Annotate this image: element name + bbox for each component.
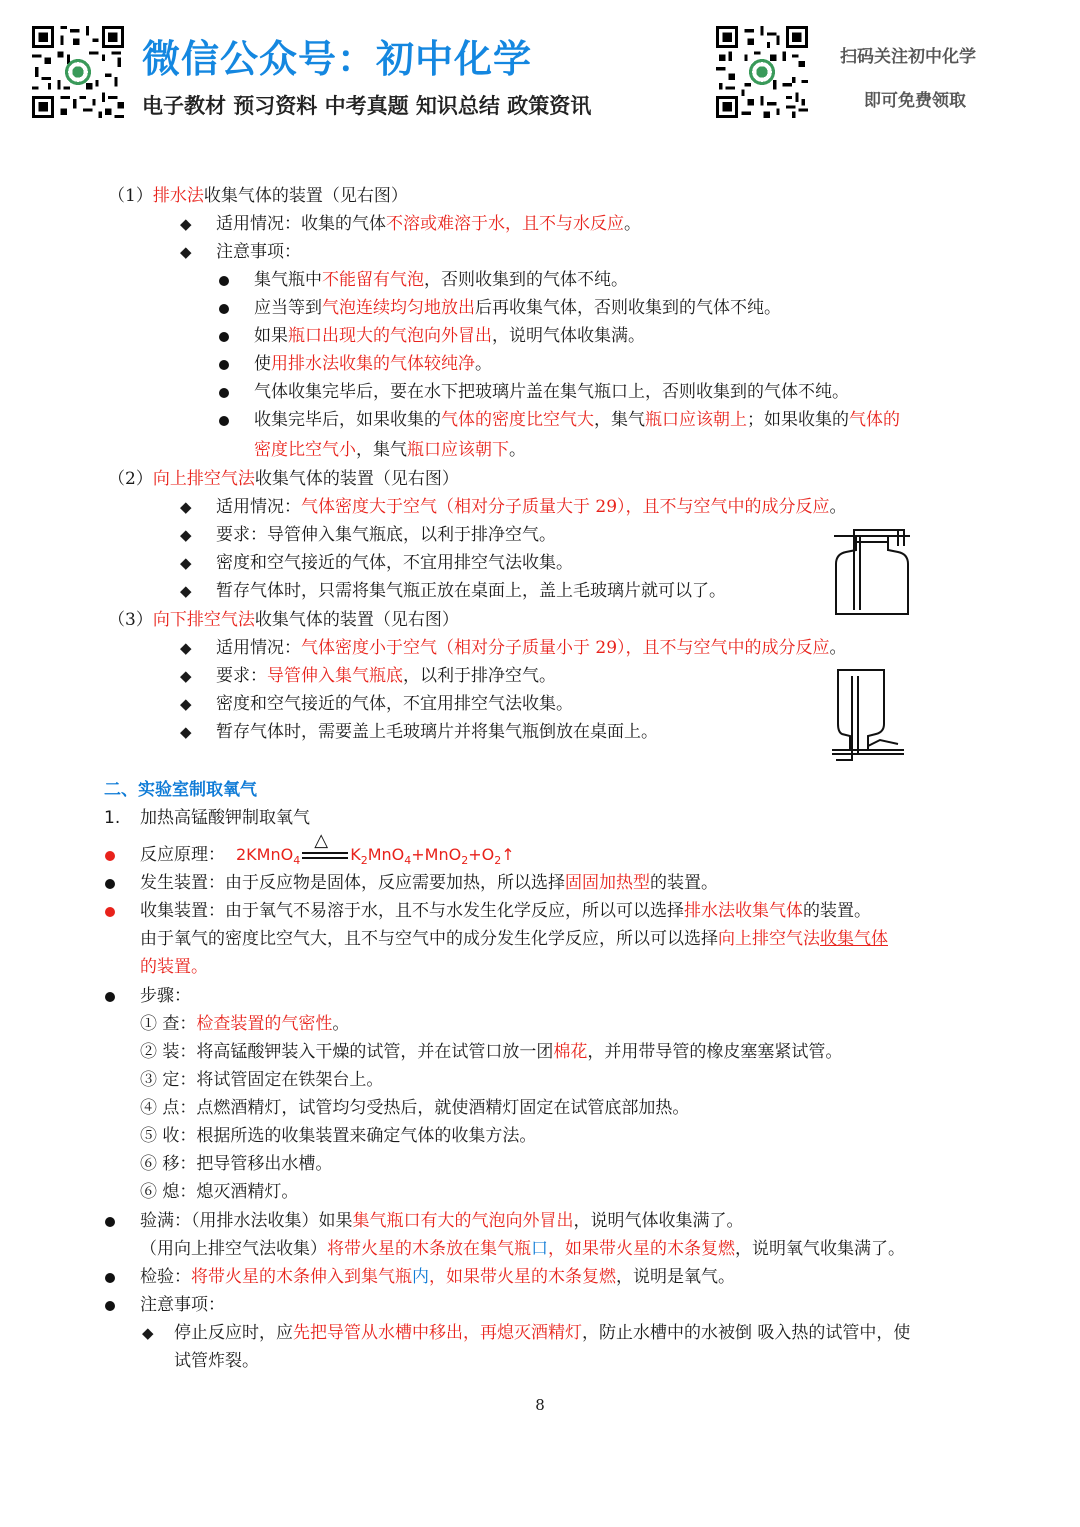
test-a: 检验： bbox=[140, 1267, 191, 1287]
n2-a: 应当等到 bbox=[254, 298, 322, 318]
prod-a: K bbox=[350, 845, 361, 864]
diamond-bullet-icon: ◆ bbox=[180, 723, 192, 741]
part1-note-6-cont bbox=[254, 436, 526, 464]
header-free-text: 即可免费领取 bbox=[864, 91, 966, 111]
round-bullet-icon bbox=[219, 416, 229, 426]
principle-label: 反应原理： bbox=[140, 845, 225, 865]
part3-heading bbox=[108, 606, 459, 634]
diamond-bullet-icon: ◆ bbox=[142, 1324, 154, 1342]
part1-num: （1） bbox=[108, 186, 153, 206]
prod-d: +O bbox=[468, 845, 495, 864]
step-2-b: 棉花 bbox=[553, 1042, 588, 1062]
step-1-a: 查： bbox=[157, 1014, 197, 1034]
n6-e: ；如果收集的 bbox=[747, 410, 849, 430]
heat-triangle-icon: △ bbox=[314, 829, 329, 851]
part2-title-rest: 收集气体的装置（见右图） bbox=[254, 469, 459, 489]
diamond-bullet-icon: ◆ bbox=[180, 215, 192, 233]
diamond-bullet-icon: ◆ bbox=[180, 243, 192, 261]
diamond-bullet-icon: ◆ bbox=[180, 554, 192, 572]
n6-f: 气体的 bbox=[849, 410, 900, 430]
part1-note-1 bbox=[254, 266, 628, 294]
col2-c: 收集气体 bbox=[820, 929, 888, 949]
round-bullet-icon bbox=[105, 1273, 115, 1283]
step-3-num: ③ bbox=[140, 1070, 157, 1090]
full-c: ，说明气体收集满了。 bbox=[573, 1211, 744, 1231]
gen-b: 固固加热型 bbox=[565, 873, 650, 893]
collector-line-2 bbox=[140, 925, 888, 953]
round-bullet-icon bbox=[105, 1217, 115, 1227]
part3-title-red: 向下排空气法 bbox=[152, 610, 255, 630]
prod-c-sub: 2 bbox=[461, 854, 469, 868]
diamond-bullet-icon: ◆ bbox=[180, 639, 192, 657]
n6-j: 。 bbox=[509, 440, 526, 460]
full2-e: ，说明氧气收集满了。 bbox=[735, 1239, 905, 1259]
step-7-num: ⑥ bbox=[140, 1182, 157, 1202]
n4-c: 。 bbox=[475, 354, 492, 374]
test-b: 将带火星的木条伸入到集气瓶 bbox=[191, 1267, 412, 1287]
diamond-bullet-icon: ◆ bbox=[180, 667, 192, 685]
part2-num: （2） bbox=[108, 469, 153, 489]
gen-a: 发生装置：由于反应物是固体，反应需要加热，所以选择 bbox=[140, 873, 565, 893]
step-5-text: 收：根据所选的收集装置来确定气体的收集方法。 bbox=[157, 1126, 537, 1146]
reactant-sub: 4 bbox=[293, 854, 301, 868]
round-bullet-icon bbox=[105, 1301, 115, 1311]
n6-h: ，集气 bbox=[356, 440, 407, 460]
part1-note-6 bbox=[254, 406, 900, 434]
part3-apply-b: 气体密度小于空气（相对分子质量小于 29），且不与空气中的成分反应 bbox=[301, 638, 830, 658]
step-2-num: ② bbox=[140, 1042, 157, 1062]
section2-heading: 二、实验室制取氧气 bbox=[104, 780, 257, 800]
n2-c: 后再收集气体，否则收集到的气体不纯。 bbox=[475, 298, 781, 318]
header-title: 微信公众号：初中化学 bbox=[142, 37, 533, 81]
part1-heading bbox=[108, 182, 408, 210]
step-6 bbox=[140, 1150, 332, 1178]
step-6-num: ⑥ bbox=[140, 1154, 157, 1174]
step-4-text: 点：点燃酒精灯，试管均匀受热后，就使酒精灯固定在试管底部加热。 bbox=[157, 1098, 690, 1118]
round-bullet-icon bbox=[219, 388, 229, 398]
part1-apply-b: 不溶或难溶于水，且不与水反应 bbox=[386, 214, 624, 234]
part1-note-2 bbox=[254, 294, 781, 322]
full-a: 验满：（用排水法收集）如果 bbox=[140, 1211, 353, 1231]
step-5 bbox=[140, 1122, 536, 1150]
red-bullet-icon bbox=[105, 907, 115, 917]
full2-a: （用向上排空气法收集） bbox=[140, 1239, 327, 1259]
test-d: ，如果带火星的木条复燃 bbox=[429, 1267, 616, 1287]
n6-b: 气体的密度比空气大 bbox=[441, 410, 594, 430]
test-e: ，说明是氧气。 bbox=[616, 1267, 735, 1287]
check-full-line bbox=[140, 1207, 744, 1235]
collector-line-3: 的装置。 bbox=[140, 957, 208, 977]
qr-code-icon bbox=[716, 26, 808, 118]
diamond-bullet-icon: ◆ bbox=[180, 498, 192, 516]
part2-apply-c: 。 bbox=[829, 497, 847, 517]
qr-code-icon bbox=[32, 26, 124, 118]
full2-c: 口 bbox=[531, 1239, 548, 1259]
full2-d: ，如果带火星的木条复燃 bbox=[548, 1239, 735, 1259]
step-3-text: 定：将试管固定在铁架台上。 bbox=[157, 1070, 384, 1090]
prod-b-sub: 4 bbox=[404, 854, 412, 868]
part1-title-rest: 收集气体的装置（见右图） bbox=[203, 186, 408, 206]
part3-num: （3） bbox=[108, 610, 153, 630]
part3-apply-c: 。 bbox=[829, 638, 847, 658]
prod-c: +MnO bbox=[411, 845, 462, 864]
diamond-bullet-icon: ◆ bbox=[180, 695, 192, 713]
step-2-c: ，并用带导管的橡皮塞塞紧试管。 bbox=[587, 1042, 843, 1062]
step-1-c: 。 bbox=[332, 1014, 350, 1034]
part3-store: 暂存气体时，需要盖上毛玻璃片并将集气瓶倒放在桌面上。 bbox=[216, 722, 658, 742]
n1-c: ，否则收集到的气体不纯。 bbox=[424, 270, 628, 290]
step-7-text: 熄：熄灭酒精灯。 bbox=[157, 1182, 299, 1202]
upward-air-displacement-bottle-figure bbox=[828, 524, 916, 616]
part3-close-density: 密度和空气接近的气体，不宜用排空气法收集。 bbox=[216, 694, 573, 714]
generator-line bbox=[140, 869, 718, 897]
note1-a: 停止反应时，应 bbox=[174, 1323, 293, 1343]
step-2-a: 装：将高锰酸钾装入干燥的试管，并在试管口放一团 bbox=[157, 1042, 554, 1062]
page-number: 8 bbox=[535, 1396, 545, 1414]
step-5-num: ⑤ bbox=[140, 1126, 157, 1146]
n3-b: 瓶口出现大的气泡向外冒出 bbox=[288, 326, 492, 346]
step-1-b: 检查装置的气密性 bbox=[196, 1014, 333, 1034]
part3-req-b: 导管伸入集气瓶底 bbox=[267, 666, 403, 686]
gas-arrow-icon: ↑ bbox=[501, 845, 515, 864]
header-scan-text: 扫码关注初中化学 bbox=[840, 47, 976, 67]
reactant: 2KMnO bbox=[236, 845, 294, 864]
part1-apply bbox=[216, 210, 641, 238]
round-bullet-icon bbox=[105, 879, 115, 889]
part1-note-4 bbox=[254, 350, 492, 378]
part2-apply-b: 气体密度大于空气（相对分子质量大于 29），且不与空气中的成分反应 bbox=[301, 497, 830, 517]
part2-title-red: 向上排空气法 bbox=[152, 469, 255, 489]
note-1 bbox=[174, 1319, 910, 1347]
n1-a: 集气瓶中 bbox=[254, 270, 322, 290]
section2-item-num: 1. bbox=[104, 808, 121, 828]
part1-apply-a: 适用情况：收集的气体 bbox=[216, 214, 386, 234]
step-6-text: 移：把导管移出水槽。 bbox=[157, 1154, 333, 1174]
notes-label: 注意事项： bbox=[140, 1295, 225, 1315]
full2-b: 将带火星的木条放在集气瓶 bbox=[327, 1239, 531, 1259]
part2-requirement: 要求：导管伸入集气瓶底，以利于排净空气。 bbox=[216, 525, 556, 545]
round-bullet-icon bbox=[219, 304, 229, 314]
step-3 bbox=[140, 1066, 383, 1094]
part2-apply-a: 适用情况： bbox=[216, 497, 301, 517]
downward-air-displacement-bottle-figure bbox=[828, 666, 910, 764]
step-7 bbox=[140, 1178, 298, 1206]
diamond-bullet-icon: ◆ bbox=[180, 526, 192, 544]
qr-code-right bbox=[716, 26, 808, 118]
check-full-line-2 bbox=[140, 1235, 905, 1263]
part2-apply bbox=[216, 493, 847, 521]
part1-note-3 bbox=[254, 322, 645, 350]
n2-b: 气泡连续均匀地放出 bbox=[322, 298, 475, 318]
header-subtitle: 电子教材 预习资料 中考真题 知识总结 政策资讯 bbox=[142, 94, 592, 118]
gen-c: 的装置。 bbox=[650, 873, 718, 893]
col-b: 排水法收集气体 bbox=[684, 901, 803, 921]
test-c: 内 bbox=[412, 1267, 429, 1287]
step-2 bbox=[140, 1038, 842, 1066]
n1-b: 不能留有气泡 bbox=[322, 270, 424, 290]
part3-requirement bbox=[216, 662, 556, 690]
round-bullet-icon bbox=[219, 360, 229, 370]
col-a: 收集装置：由于氧气不易溶于水，且不与水发生化学反应，所以可以选择 bbox=[140, 901, 684, 921]
prod-a-sub: 2 bbox=[360, 854, 368, 868]
n6-g: 密度比空气小 bbox=[254, 440, 356, 460]
collector-line bbox=[140, 897, 871, 925]
col2-b: 向上排空气法 bbox=[718, 929, 820, 949]
part3-apply bbox=[216, 634, 847, 662]
n6-d: 瓶口应该朝上 bbox=[645, 410, 747, 430]
steps-label: 步骤： bbox=[140, 986, 191, 1006]
n6-i: 瓶口应该朝下 bbox=[407, 440, 509, 460]
note1-c: ，防止水槽中的水被倒 吸入热的试管中，使 bbox=[582, 1323, 911, 1343]
n6-c: ，集气 bbox=[594, 410, 645, 430]
round-bullet-icon bbox=[105, 992, 115, 1002]
section2-item-title: 加热高锰酸钾制取氧气 bbox=[140, 808, 310, 828]
col2-a: 由于氧气的密度比空气大，且不与空气中的成分发生化学反应，所以可以选择 bbox=[140, 929, 718, 949]
step-1-num: ① bbox=[140, 1014, 157, 1034]
n3-c: ，说明气体收集满。 bbox=[492, 326, 645, 346]
part1-title-red: 排水法 bbox=[152, 186, 204, 206]
qr-code-left bbox=[32, 26, 124, 118]
part1-note-head: 注意事项： bbox=[216, 242, 301, 262]
n6-a: 收集完毕后，如果收集的 bbox=[254, 410, 441, 430]
full-b: 集气瓶口有大的气泡向外冒出 bbox=[352, 1211, 574, 1231]
step-4-num: ④ bbox=[140, 1098, 157, 1118]
step-1 bbox=[140, 1010, 349, 1038]
part1-apply-c: 。 bbox=[624, 214, 641, 234]
test-line bbox=[140, 1263, 735, 1291]
note-1-cont: 试管炸裂。 bbox=[174, 1351, 259, 1371]
n3-a: 如果 bbox=[254, 326, 288, 346]
part1-note-5: 气体收集完毕后，要在水下把玻璃片盖在集气瓶口上，否则收集到的气体不纯。 bbox=[254, 382, 849, 402]
part2-close-density: 密度和空气接近的气体，不宜用排空气法收集。 bbox=[216, 553, 573, 573]
diamond-bullet-icon: ◆ bbox=[180, 582, 192, 600]
step-4 bbox=[140, 1094, 689, 1122]
part3-req-c: ，以利于排净空气。 bbox=[403, 666, 556, 686]
note1-b: 先把导管从水槽中移出，再熄灭酒精灯 bbox=[293, 1323, 582, 1343]
prod-d-sub: 2 bbox=[494, 854, 502, 868]
col-c: 的装置。 bbox=[803, 901, 871, 921]
part3-title-rest: 收集气体的装置（见右图） bbox=[254, 610, 459, 630]
n4-a: 使 bbox=[254, 354, 271, 374]
part3-req-a: 要求： bbox=[216, 666, 267, 686]
n4-b: 用排水法收集的气体较纯净 bbox=[271, 354, 475, 374]
red-bullet-icon bbox=[105, 851, 115, 861]
part3-apply-a: 适用情况： bbox=[216, 638, 301, 658]
reaction-condition-bar bbox=[302, 829, 348, 861]
part2-heading bbox=[108, 465, 459, 493]
round-bullet-icon bbox=[219, 276, 229, 286]
part2-store: 暂存气体时，只需将集气瓶正放在桌面上，盖上毛玻璃片就可以了。 bbox=[216, 581, 726, 601]
prod-b: MnO bbox=[367, 845, 405, 864]
round-bullet-icon bbox=[219, 332, 229, 342]
